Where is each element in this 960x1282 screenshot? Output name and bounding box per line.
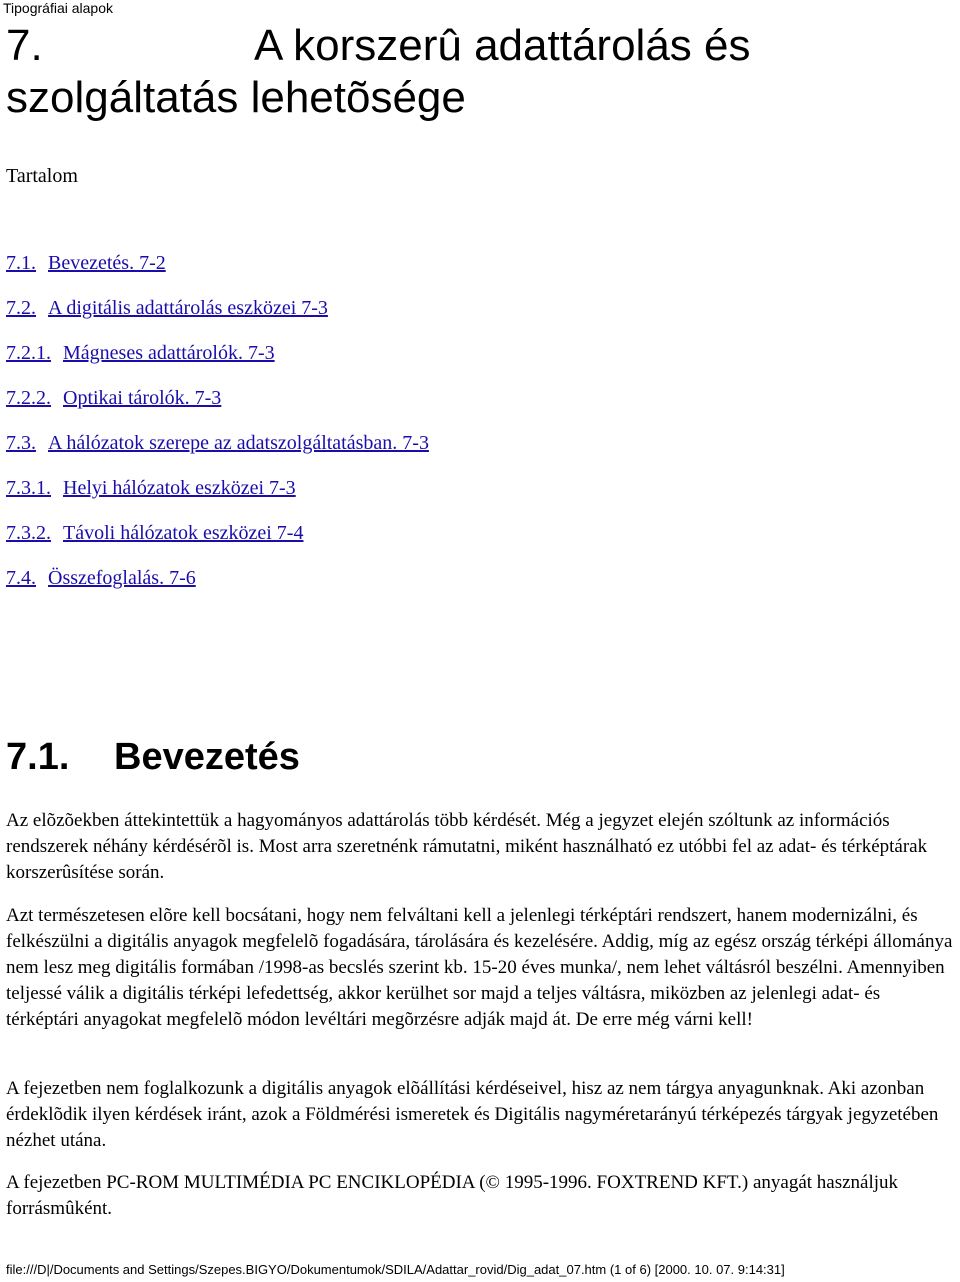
paragraph-scope: A fejezetben nem foglalkozunk a digitális anyagok elõállítási kérdéseivel, hisz az nem tárgya anyagunknak. Aki azonban érdeklõdik ilyen kérdések iránt, azok a Földmérési ismeretek és Digitális nagyméretarányú térképezés tárgyak jegyzetében nézhet utána. [6, 1078, 939, 1151]
page-header: Tipográfiai alapok [3, 0, 113, 16]
toc-link-7-3[interactable]: 7.3. A hálózatok szerepe az adatszolgáltatásban. 7-3 [6, 432, 429, 454]
toc-item [6, 430, 429, 475]
table-of-contents [6, 250, 429, 610]
section-title-text: Bevezetés [114, 736, 300, 778]
toc-link-7-2-2[interactable]: 7.2.2. Optikai tárolók. 7-3 [6, 387, 222, 409]
paragraph-modernization: Azt természetesen elõre kell bocsátani, hogy nem felváltani kell a jelenlegi térképtári rendszert, hanem modernizálni, és felkészülni a digitális anyagok megfelelõ fogadására, tárolására és kezelésére. Addig, míg az egész ország térképi állománya nem lesz meg digitális formában /1998-as becslés szerint kb. 15-20 éves munka/, nem lehet váltásról beszélni. Amennyiben teljessé válik a digitális térképi lefedettség, akkor kerülhet sor majd a teljes váltásra, miközben az jelenlegi adat- és térképtári anyagokat megfelelõ módon levéltári megõrzésre adják majd át. De erre még várni kell! [6, 905, 953, 1030]
paragraph-intro: Az elõzõekben áttekintettük a hagyományos adattárolás több kérdését. Még a jegyzet elején szóltunk az információs rendszerek néhány kérdésérõl is. Most arra szeretnénk rámutatni, miként használható ez utóbbi fel az adat- és térképtárak korszerûsítése során. [6, 810, 928, 883]
chapter-number: 7. [6, 21, 43, 70]
section-number: 7.1. [6, 736, 70, 778]
toc-link-7-1[interactable]: 7.1. Bevezetés. 7-2 [6, 252, 166, 274]
toc-item [6, 340, 429, 385]
toc-item [6, 385, 429, 430]
toc-item [6, 475, 429, 520]
toc-link-7-2[interactable]: 7.2. A digitális adattárolás eszközei 7-3 [6, 297, 328, 319]
toc-link-7-3-1[interactable]: 7.3.1. Helyi hálózatok eszközei 7-3 [6, 477, 296, 499]
chapter-title-text: A korszerû adattárolás és szolgáltatás lehetõsége [6, 21, 751, 122]
chapter-title [6, 20, 946, 124]
toc-item [6, 520, 429, 565]
section-title [6, 733, 300, 781]
toc-heading: Tartalom [6, 165, 78, 187]
paragraph-source: A fejezetben PC-ROM MULTIMÉDIA PC ENCIKLOPÉDIA (© 1995-1996. FOXTREND KFT.) anyagát használjuk forrásmûként. [6, 1172, 899, 1219]
page-footer: file:///D|/Documents and Settings/Szepes.BIGYO/Dokumentumok/SDILA/Adattar_rovid/Dig_adat_07.htm (1 of 6) [2000. 10. 07. 9:14:31] [6, 1262, 785, 1277]
toc-item [6, 250, 429, 295]
toc-link-7-4[interactable]: 7.4. Összefoglalás. 7-6 [6, 567, 196, 589]
toc-item [6, 295, 429, 340]
toc-link-7-3-2[interactable]: 7.3.2. Távoli hálózatok eszközei 7-4 [6, 522, 304, 544]
toc-item [6, 565, 429, 610]
toc-link-7-2-1[interactable]: 7.2.1. Mágneses adattárolók. 7-3 [6, 342, 275, 364]
